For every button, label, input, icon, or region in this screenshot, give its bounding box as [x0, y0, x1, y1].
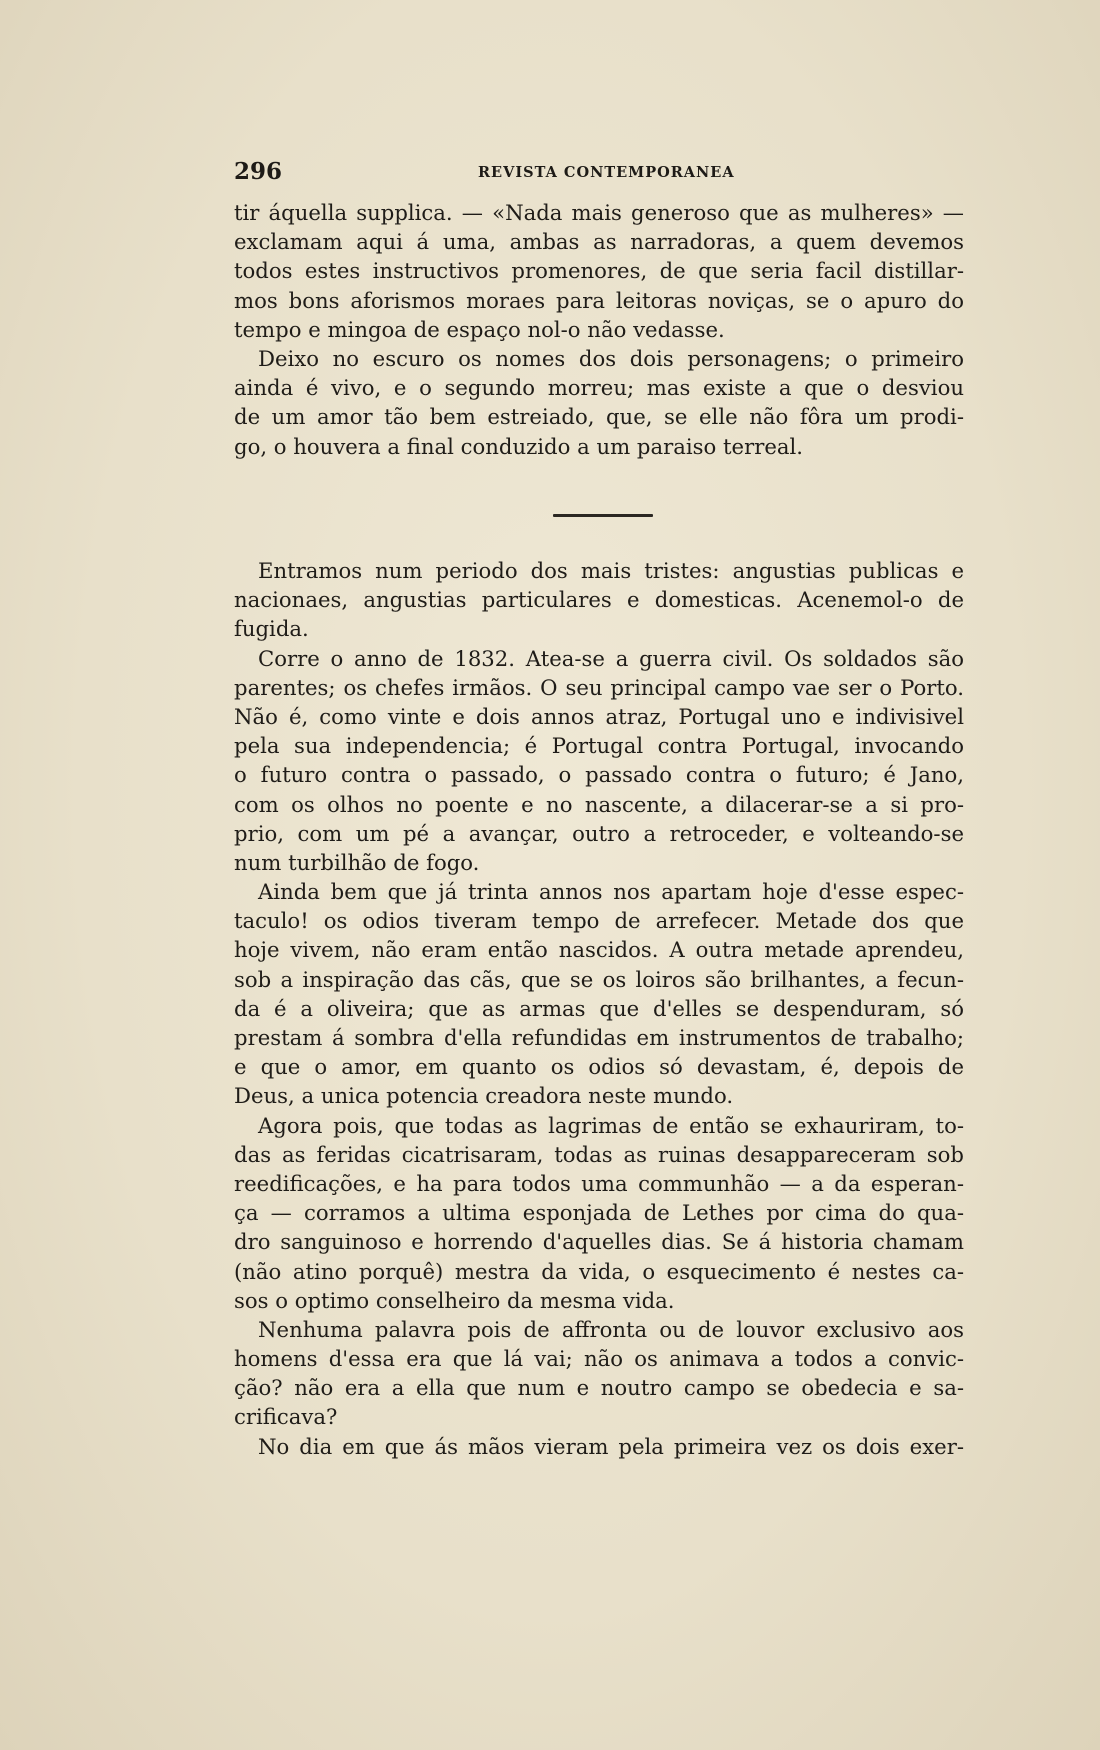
- text-line: das as feridas cicatrisaram, todas as ruinas desappareceram sob: [234, 1141, 964, 1167]
- text-line: Corre o anno de 1832. Atea-se a guerra civil. Os soldados são: [258, 645, 964, 671]
- text-line: Nenhuma palavra pois de affronta ou de louvor exclusivo aos: [258, 1316, 964, 1342]
- page-number: 296: [234, 158, 283, 185]
- text-line: ça — corramos a ultima esponjada de Lethes por cima do qua-: [234, 1200, 964, 1226]
- text-line: todos estes instructivos promenores, de que seria facil distillar-: [234, 258, 964, 284]
- text-block-2: [234, 556, 964, 1461]
- running-head: REVISTA CONTEMPORANEA: [478, 164, 735, 181]
- text-line: go, o houvera a final conduzido a um paraiso terreal.: [234, 433, 804, 459]
- text-line: com os olhos no poente e no nascente, a dilacerar-se a si pro-: [234, 791, 964, 817]
- text-line: exclamam aqui á uma, ambas as narradoras, a quem devemos: [234, 229, 964, 255]
- text-line: dro sanguinoso e horrendo d'aquelles dias. Se á historia chamam: [234, 1229, 964, 1255]
- text-line: Deus, a unica potencia creadora neste mundo.: [234, 1083, 734, 1109]
- text-line: nacionaes, angustias particulares e domesticas. Acenemol-o de: [234, 587, 964, 613]
- text-line: sob a inspiração das cãs, que se os loiros são brilhantes, a fecun-: [234, 966, 964, 992]
- text-line: Agora pois, que todas as lagrimas de então se exhauriram, to-: [258, 1112, 964, 1138]
- text-line: o futuro contra o passado, o passado contra o futuro; é Jano,: [234, 762, 964, 788]
- text-line: ainda é vivo, e o segundo morreu; mas existe a que o desviou: [234, 375, 964, 401]
- text-line: Entramos num periodo dos mais tristes: angustias publicas e: [258, 558, 964, 583]
- text-line: hoje vivem, não eram então nascidos. A outra metade aprendeu,: [234, 937, 964, 963]
- text-line: sos o optimo conselheiro da mesma vida.: [234, 1287, 675, 1313]
- text-line: parentes; os chefes irmãos. O seu principal campo vae ser o Porto.: [234, 674, 964, 700]
- text-line: No dia em que ás mãos vieram pela primeira vez os dois exer-: [258, 1433, 964, 1459]
- text-line: mos bons aforismos moraes para leitoras noviças, se o apuro do: [234, 287, 964, 313]
- text-line: de um amor tão bem estreiado, que, se elle não fôra um prodi-: [234, 404, 964, 430]
- text-line: e que o amor, em quanto os odios só devastam, é, depois de: [234, 1054, 964, 1080]
- text-line: Deixo no escuro os nomes dos dois personagens; o primeiro: [258, 345, 964, 371]
- text-line: tir áquella supplica. — «Nada mais generoso que as mulheres» —: [234, 200, 964, 225]
- text-line: fugida.: [234, 616, 309, 642]
- text-line: num turbilhão de fogo.: [234, 849, 480, 875]
- text-line: crificava?: [234, 1404, 338, 1430]
- text-line: reedificações, e ha para todos uma communhão — a da esperan-: [234, 1170, 964, 1196]
- text-line: prio, com um pé a avançar, outro a retroceder, e volteando-se: [234, 820, 964, 846]
- page-header: [234, 158, 964, 188]
- text-line: da é a oliveira; que as armas que d'elles se despenduram, só: [234, 995, 964, 1021]
- text-line: Não é, como vinte e dois annos atraz, Portugal uno e indivisivel: [234, 703, 964, 729]
- text-line: homens d'essa era que lá vai; não os animava a todos a convic-: [234, 1346, 964, 1372]
- text-line: ção? não era a ella que num e noutro campo se obedecia e sa-: [234, 1375, 964, 1401]
- text-line: (não atino porquê) mestra da vida, o esquecimento é nestes ca-: [234, 1258, 964, 1284]
- text-line: pela sua independencia; é Portugal contra Portugal, invocando: [234, 733, 964, 759]
- section-divider: [553, 514, 653, 517]
- text-line: Ainda bem que já trinta annos nos apartam hoje d'esse espec-: [258, 879, 964, 905]
- text-line: tempo e mingoa de espaço nol-o não vedasse.: [234, 316, 725, 342]
- text-line: taculo! os odios tiveram tempo de arrefecer. Metade dos que: [234, 908, 964, 934]
- text-line: prestam á sombra d'ella refundidas em instrumentos de trabalho;: [234, 1025, 964, 1050]
- text-block-1: [234, 198, 964, 461]
